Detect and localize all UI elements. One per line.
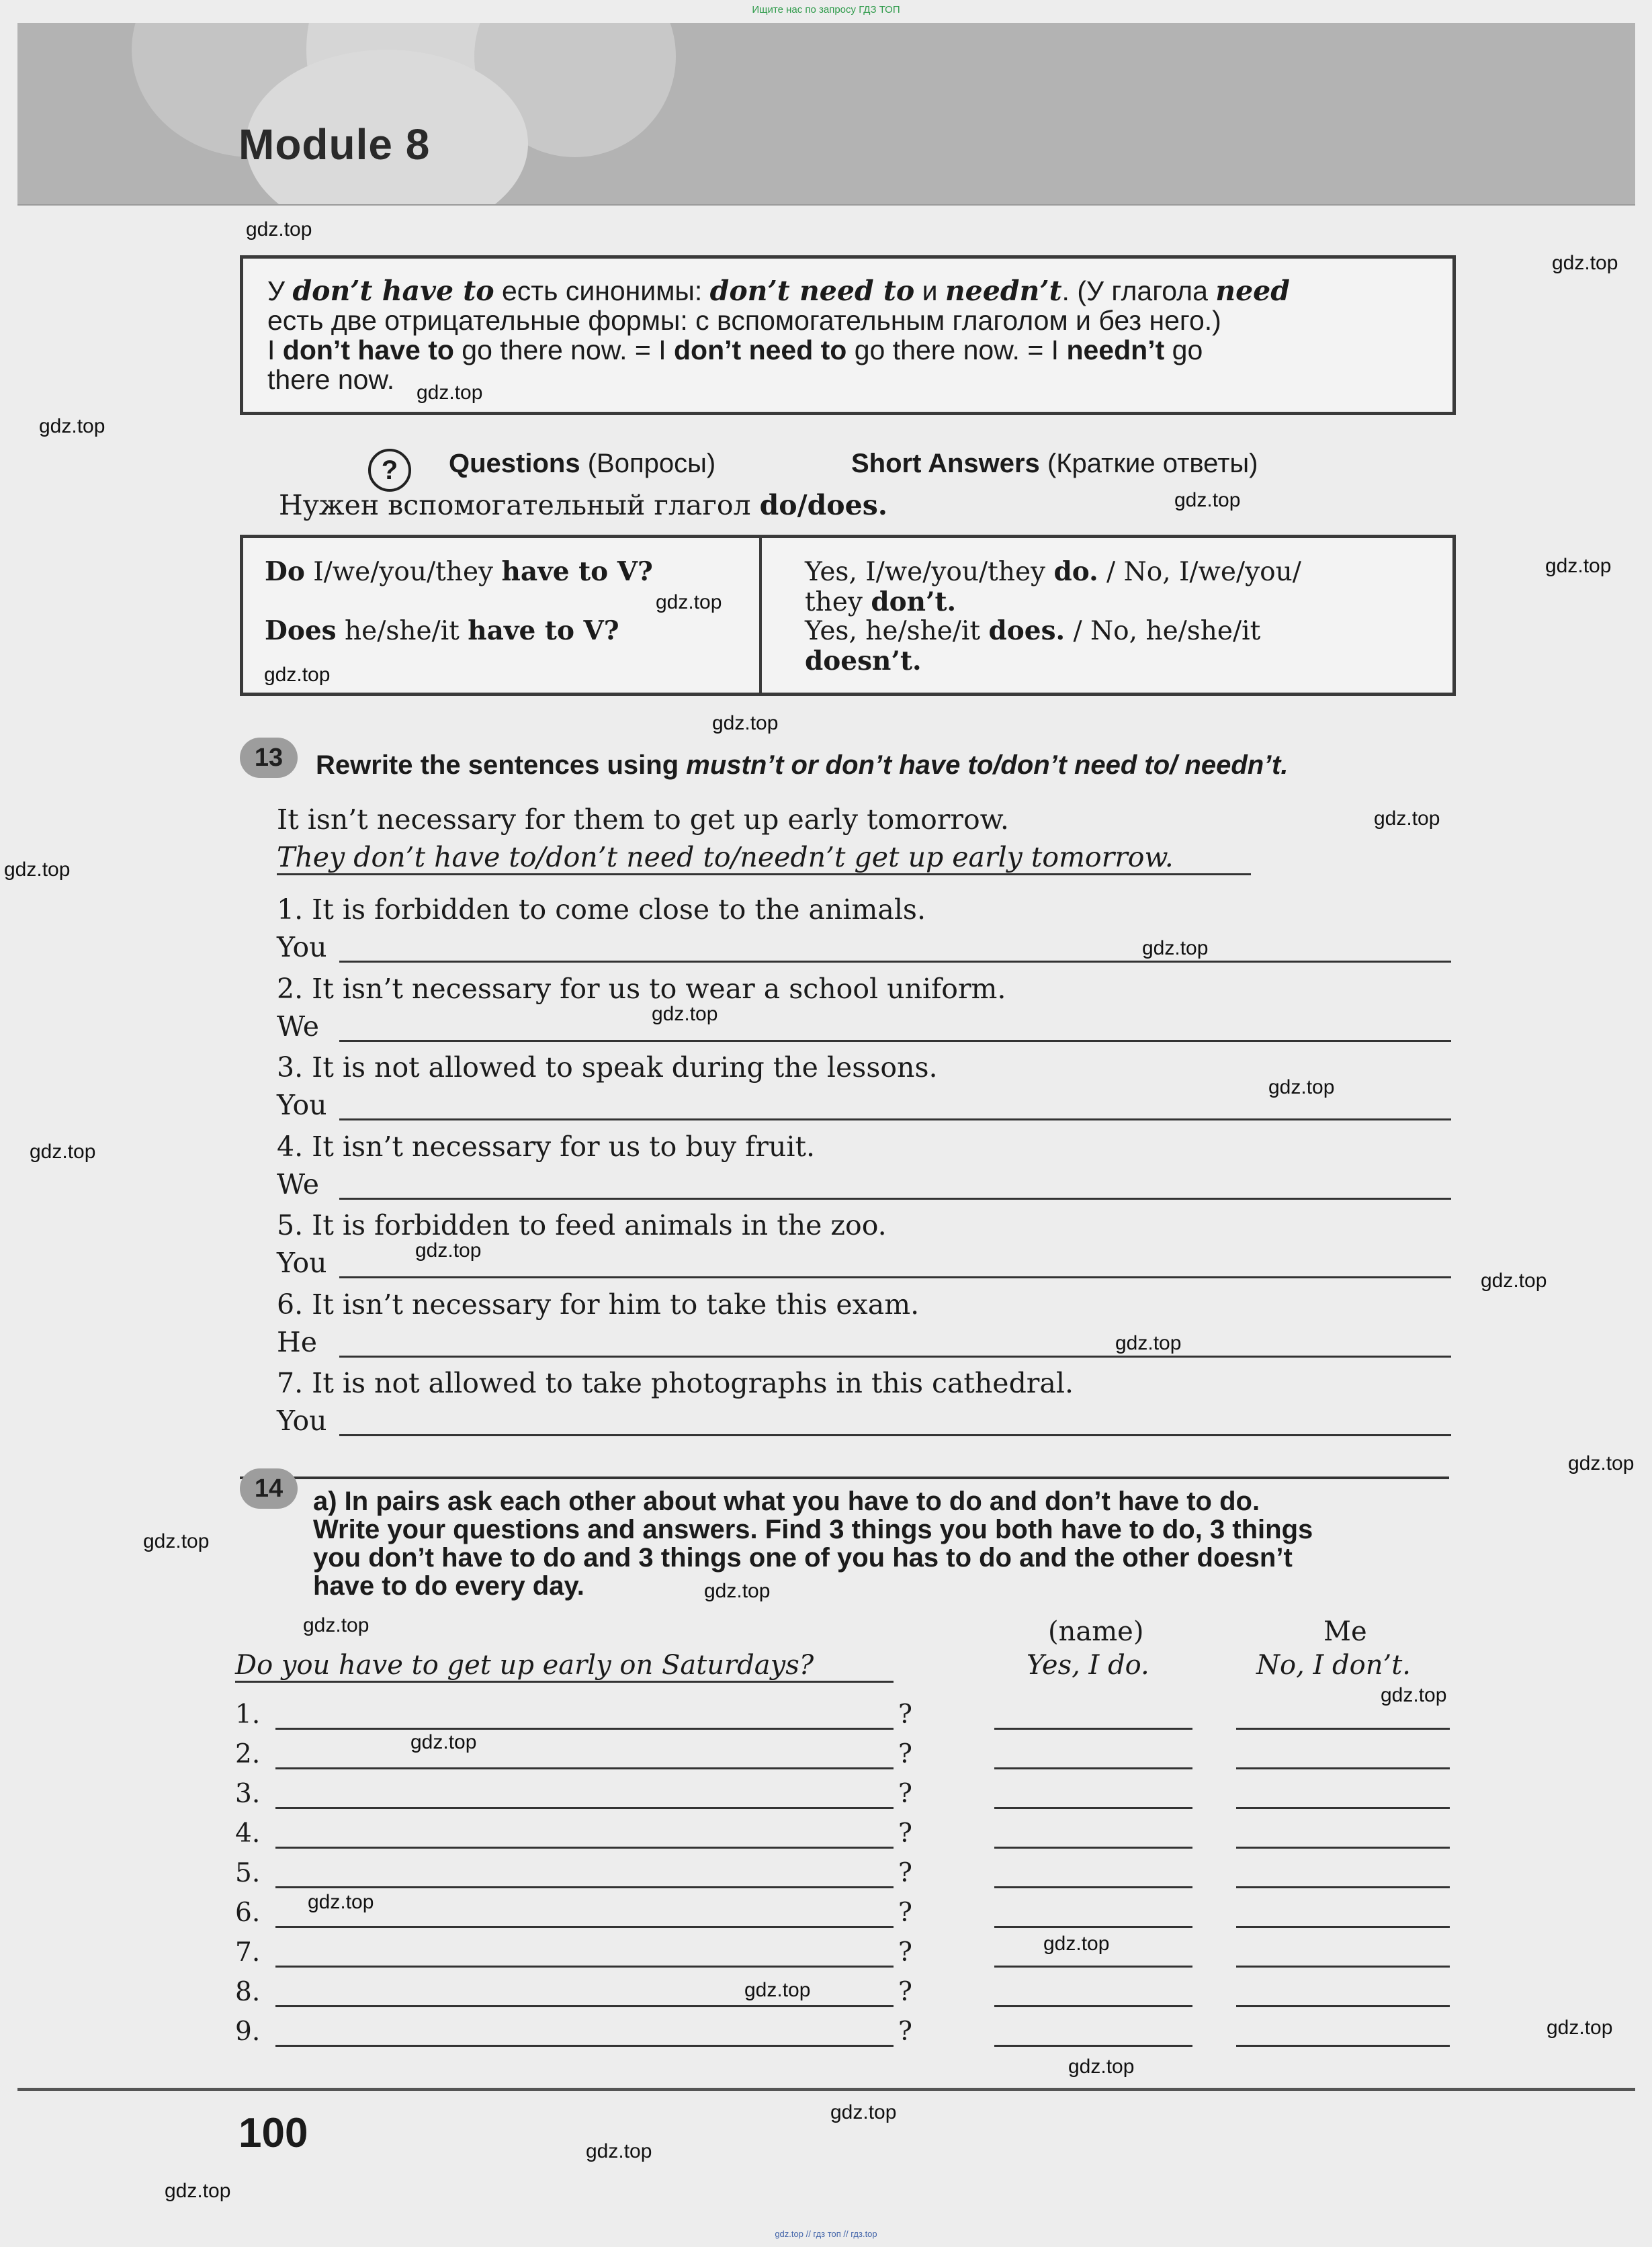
watermark-text: gdz.top <box>712 712 779 734</box>
exercise-14-me-answer-line[interactable] <box>1236 2045 1450 2047</box>
exercise-14-me-answer-line[interactable] <box>1236 1847 1450 1849</box>
exercise-14-question-mark: ? <box>898 1700 912 1730</box>
exercise-13-subject: He <box>277 1325 318 1358</box>
watermark-text: gdz.top <box>830 2101 897 2123</box>
watermark-text: gdz.top <box>417 382 483 404</box>
exercise-14-question-mark: ? <box>898 1937 912 1968</box>
exercise-13-subject: We <box>277 1167 320 1200</box>
exercise-13-sentence: 1. It is forbidden to come close to the animals. <box>277 893 926 926</box>
short-answers-heading: Short Answers (Краткие ответы) <box>851 449 1258 478</box>
exercise-14-question-line[interactable] <box>275 1926 894 1928</box>
watermark-text: gdz.top <box>1568 1452 1635 1474</box>
exercise-14-question-mark: ? <box>898 1779 912 1809</box>
exercise-14-question-mark: ? <box>898 1977 912 2007</box>
note-line-1: У don’t have to есть синонимы: don’t need to и needn’t. (У глагола need <box>267 275 1290 307</box>
header-divider <box>17 204 1635 206</box>
exercise-14-me-answer-line[interactable] <box>1236 1966 1450 1968</box>
question-singular: Does he/she/it have to V? <box>265 615 619 646</box>
exercise-14-example-question: Do you have to get up early on Saturdays? <box>235 1650 814 1681</box>
exercise-14-me-answer-line[interactable] <box>1236 1926 1450 1928</box>
exercise-13-answer-line[interactable] <box>339 1118 1451 1120</box>
question-icon: ? <box>368 449 411 492</box>
exercise-14-name-answer-line[interactable] <box>994 2005 1192 2007</box>
watermark-text: gdz.top <box>1043 1933 1110 1955</box>
watermark-text: gdz.top <box>1142 937 1209 959</box>
watermark-text: gdz.top <box>308 1891 374 1913</box>
watermark-text: gdz.top <box>30 1141 96 1163</box>
watermark-text: gdz.top <box>652 1003 718 1025</box>
watermark-text: gdz.top <box>1068 2056 1135 2078</box>
exercise-13-subject: We <box>277 1010 320 1043</box>
watermark-text: gdz.top <box>1174 489 1241 511</box>
watermark-text: gdz.top <box>303 1614 369 1636</box>
exercise-13-answer-line[interactable] <box>339 1434 1451 1436</box>
exercise-14-row-number: 8. <box>235 1977 261 2007</box>
answer-singular: Yes, he/she/it does. / No, he/she/it doesn’t. <box>805 615 1261 676</box>
exercise-14-row-number: 9. <box>235 2017 261 2047</box>
exercise-14-question-line[interactable] <box>275 2045 894 2047</box>
exercise-14-row-number: 1. <box>235 1700 261 1730</box>
exercise-14-name-answer-line[interactable] <box>994 1807 1192 1809</box>
question-plural: Do I/we/you/they have to V? <box>265 556 653 587</box>
exercise-14-question-line[interactable] <box>275 1807 894 1809</box>
exercise-14-question-line[interactable] <box>275 1847 894 1849</box>
watermark-text: gdz.top <box>39 415 105 437</box>
exercise-13-sentence: 7. It is not allowed to take photographs in this cathedral. <box>277 1367 1074 1399</box>
page-bottom-rule <box>17 2088 1635 2091</box>
exercise-13-sentence: 4. It isn’t necessary for us to buy fruit. <box>277 1130 815 1163</box>
exercise-14-row-number: 6. <box>235 1898 261 1928</box>
section-divider <box>240 1477 1449 1479</box>
exercise-14-name-answer-line[interactable] <box>994 1847 1192 1849</box>
watermark-text: gdz.top <box>415 1239 482 1262</box>
exercise-14-row-number: 7. <box>235 1937 261 1968</box>
watermark-text: gdz.top <box>656 591 722 613</box>
exercise-14-row-number: 3. <box>235 1779 261 1809</box>
exercise-13-sentence: 3. It is not allowed to speak during the lessons. <box>277 1051 938 1084</box>
watermark-text: gdz.top <box>1547 2017 1613 2039</box>
watermark-text: gdz.top <box>1481 1270 1547 1292</box>
exercise-14-question-line[interactable] <box>275 1728 894 1730</box>
exercise-13-answer-line[interactable] <box>339 1040 1451 1042</box>
exercise-14-me-answer-line[interactable] <box>1236 1807 1450 1809</box>
exercise-14-question-mark: ? <box>898 1739 912 1769</box>
exercise-13-sentence: 5. It is forbidden to feed animals in the zoo. <box>277 1209 887 1241</box>
exercise-14-row-number: 2. <box>235 1739 261 1769</box>
watermark-text: gdz.top <box>586 2140 652 2162</box>
exercise-13-example-answer: They don’t have to/don’t need to/needn’t get up early tomorrow. <box>277 841 1174 873</box>
answer-plural: Yes, I/we/you/they do. / No, I/we/you/ they don’t. <box>805 556 1301 617</box>
watermark-text: gdz.top <box>410 1731 477 1753</box>
exercise-14-question-mark: ? <box>898 1818 912 1849</box>
module-title: Module 8 <box>238 120 431 169</box>
exercise-13-example-question: It isn’t necessary for them to get up early tomorrow. <box>277 803 1009 836</box>
exercise-14-me-answer-line[interactable] <box>1236 1886 1450 1888</box>
exercise-14-badge: 14 <box>240 1468 298 1509</box>
exercise-13-subject: You <box>277 931 327 963</box>
table-divider <box>759 538 762 693</box>
watermark-text: gdz.top <box>1552 252 1618 274</box>
exercise-14-name-answer-line[interactable] <box>994 1767 1192 1769</box>
column-me-header: Me <box>1323 1616 1367 1647</box>
exercise-14-name-answer-line[interactable] <box>994 2045 1192 2047</box>
watermark-text: gdz.top <box>1115 1332 1182 1354</box>
bottom-note: gdz.top // гдз топ // гдз.top <box>775 2229 877 2239</box>
exercise-13-instruction: Rewrite the sentences using mustn’t or don’t have to/don’t need to/ needn’t. <box>316 750 1289 780</box>
watermark-text: gdz.top <box>744 1979 811 2001</box>
watermark-text: gdz.top <box>704 1580 771 1602</box>
exercise-14-name-answer-line[interactable] <box>994 1926 1192 1928</box>
exercise-13-subject: You <box>277 1247 327 1279</box>
question-answer-table <box>240 535 1456 696</box>
exercise-13-subject: You <box>277 1089 327 1121</box>
questions-heading: Questions (Вопросы) <box>449 449 716 478</box>
example-underline <box>235 1681 894 1683</box>
exercise-13-answer-line[interactable] <box>339 1356 1451 1358</box>
exercise-14-me-answer-line[interactable] <box>1236 1728 1450 1730</box>
exercise-14-row-number: 5. <box>235 1858 261 1888</box>
exercise-14-name-answer-line[interactable] <box>994 1886 1192 1888</box>
watermark-text: gdz.top <box>246 218 312 240</box>
exercise-14-name-answer-line[interactable] <box>994 1728 1192 1730</box>
note-line-3: I don’t have to go there now. = I don’t need to go there now. = I needn’t go <box>267 335 1203 365</box>
exercise-14-me-answer-line[interactable] <box>1236 2005 1450 2007</box>
exercise-14-example-me-answer: No, I don’t. <box>1256 1650 1411 1681</box>
exercise-14-question-line[interactable] <box>275 2005 894 2007</box>
column-name-header: (name) <box>1048 1616 1144 1647</box>
exercise-14-question-line[interactable] <box>275 1767 894 1769</box>
exercise-14-question-mark: ? <box>898 2017 912 2047</box>
exercise-13-answer-line[interactable] <box>339 961 1451 963</box>
exercise-13-sentence: 6. It isn’t necessary for him to take this exam. <box>277 1288 920 1321</box>
watermark-text: gdz.top <box>1268 1076 1335 1098</box>
exercise-14-instruction: a) In pairs ask each other about what you have to do and don’t have to do. Write your questions and answers. Find 3 things you both have to do, 3 things you don’t have to do and 3 things one of you has to do and the other doesn’t have to do every day. <box>313 1487 1313 1601</box>
page-number: 100 <box>238 2110 308 2156</box>
exercise-14-row-number: 4. <box>235 1818 261 1849</box>
watermark-text: gdz.top <box>165 2180 231 2202</box>
watermark-text: gdz.top <box>1381 1684 1447 1706</box>
exercise-14-name-answer-line[interactable] <box>994 1966 1192 1968</box>
exercise-14-example-name-answer: Yes, I do. <box>1027 1650 1149 1681</box>
auxiliary-note: Нужен вспомогательный глагол do/does. <box>279 489 888 521</box>
exercise-14-question-mark: ? <box>898 1858 912 1888</box>
exercise-13-sentence: 2. It isn’t necessary for us to wear a school uniform. <box>277 972 1006 1005</box>
exercise-13-answer-line[interactable] <box>339 1276 1451 1278</box>
watermark-text: gdz.top <box>264 664 331 686</box>
exercise-13-subject: You <box>277 1405 327 1437</box>
note-line-4: there now. <box>267 364 395 395</box>
exercise-14-question-line[interactable] <box>275 1966 894 1968</box>
watermark-text: gdz.top <box>1374 807 1440 830</box>
exercise-14-me-answer-line[interactable] <box>1236 1767 1450 1769</box>
note-line-2: есть две отрицательные формы: с вспомогательным глаголом и без него.) <box>267 305 1221 336</box>
exercise-13-answer-line[interactable] <box>339 1198 1451 1200</box>
module-header-band <box>17 23 1635 204</box>
example-underline <box>277 873 1251 875</box>
watermark-text: gdz.top <box>1545 555 1612 577</box>
exercise-14-question-mark: ? <box>898 1898 912 1928</box>
watermark-text: gdz.top <box>4 858 71 881</box>
exercise-14-question-line[interactable] <box>275 1886 894 1888</box>
top-note: Ищите нас по запросу ГДЗ ТОП <box>752 4 900 15</box>
exercise-13-badge: 13 <box>240 738 298 778</box>
watermark-text: gdz.top <box>143 1530 210 1552</box>
